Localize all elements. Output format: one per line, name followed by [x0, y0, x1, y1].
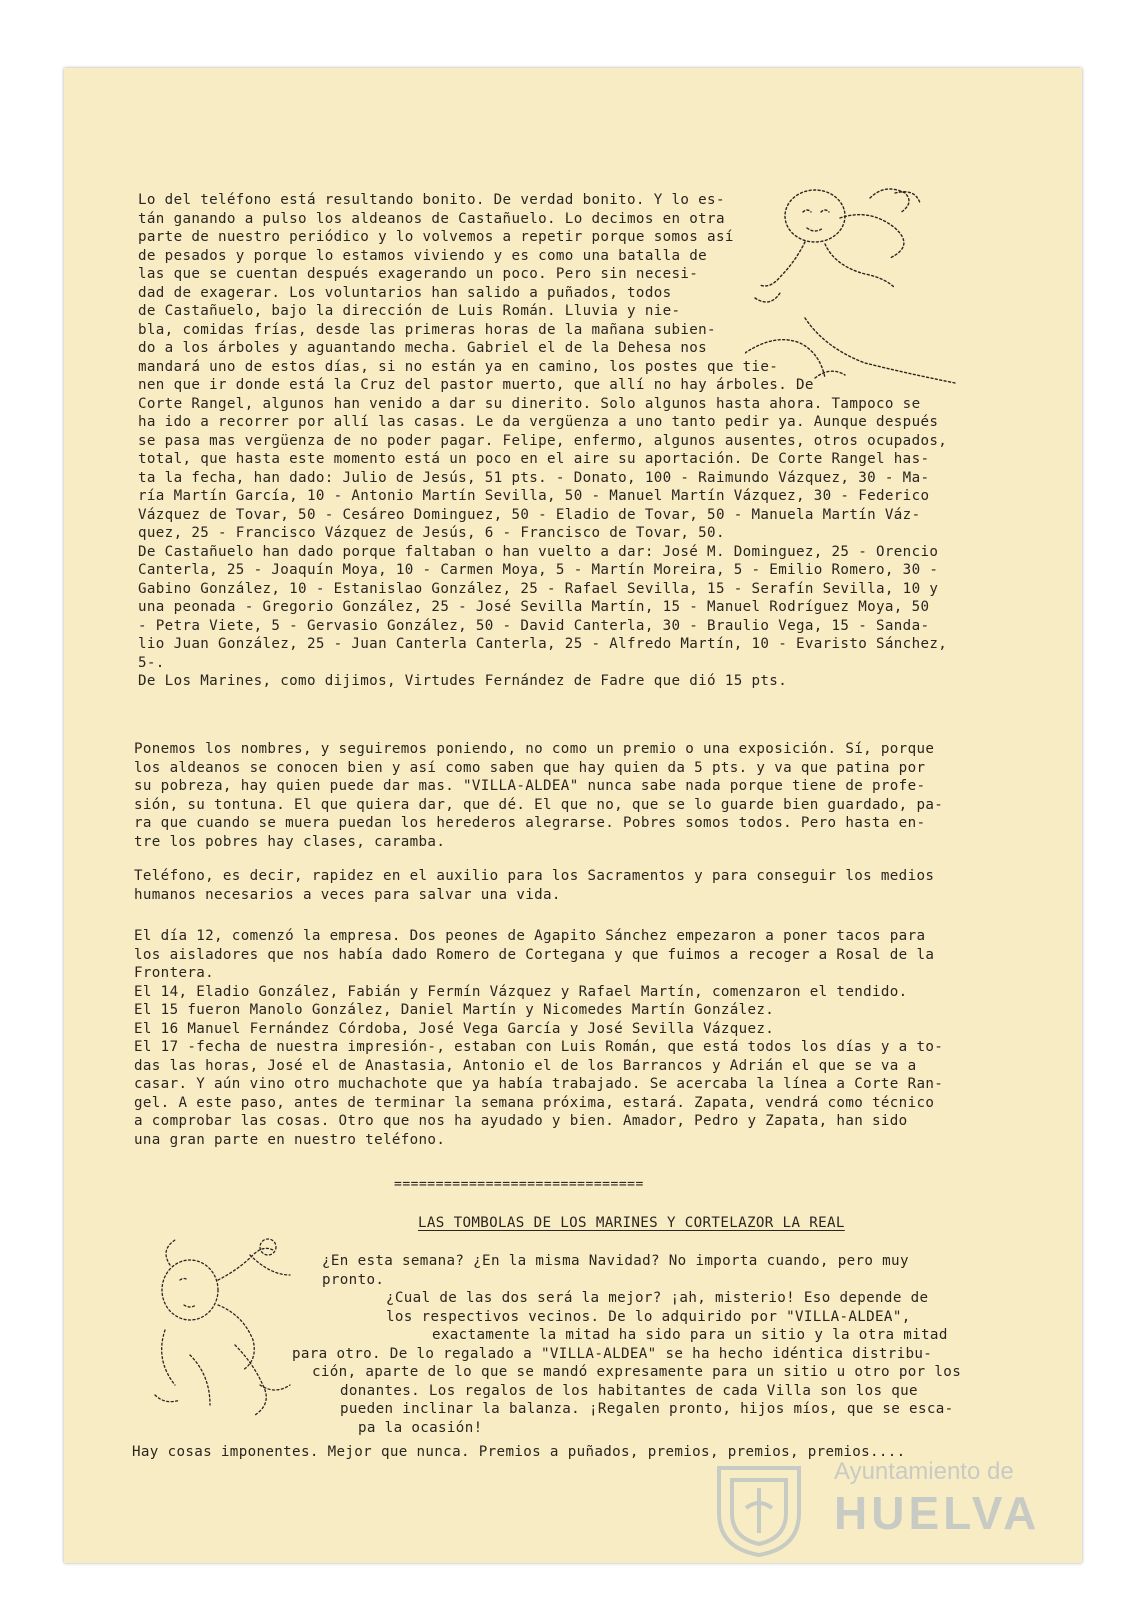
text-line: Frontera.: [134, 965, 215, 981]
text-line: de Castañuelo, bajo la dirección de Luis Román. Lluvia y nie-: [138, 303, 681, 319]
text-line: ría Martín García, 10 - Antonio Martín Sevilla, 50 - Manuel Martín Vázquez, 30 - Federico: [138, 488, 930, 504]
text-line: tán ganando a pulso los aldeanos de Castañuelo. Lo decimos en otra: [138, 210, 725, 227]
text-line: los aisladores que nos había dado Romero de Cortegana y que fuimos a recoger a Rosal de la: [134, 946, 935, 963]
text-line: ha ido a recorrer por allí las casas. Le da vergüenza a uno tanto pedir ya. Aunque después: [138, 414, 939, 430]
watermark-line1: Ayuntamiento de: [834, 1458, 1014, 1485]
text-line: a comprobar las cosas. Otro que nos ha ayudado y bien. Amador, Pedro y Zapata, han sido: [134, 1113, 908, 1129]
text-line: El 14, Eladio González, Fabián y Fermín Vázquez y Rafael Martín, comenzaron el tendido.: [134, 983, 908, 1000]
text-line: - Petra Viete, 5 - Gervasio González, 50 - David Canterla, 30 - Braulio Vega, 15 - Sanda-: [138, 617, 930, 634]
text-line: dad de exagerar. Los voluntarios han salido a puñados, todos: [138, 284, 672, 301]
text-line: los aldeanos se conocen bien y así como saben que hay quien da 5 pts. y va que patina por: [134, 759, 926, 776]
text-line: Gabino González, 10 - Estanislao González, 25 - Rafael Sevilla, 15 - Serafín Sevilla, 10 y: [138, 580, 939, 597]
text-line: quez, 25 - Francisco Vázquez de Jesús, 6 - Francisco de Tovar, 50.: [138, 525, 725, 541]
text-line: das las horas, José el de Anastasia, Antonio el de los Barrancos y Adrián el que se va a: [134, 1057, 917, 1074]
separator-rule: ==============================: [394, 1177, 644, 1192]
text-line: ¿Cual de las dos será la mejor? ¡ah, misterio! Eso depende de: [386, 1290, 929, 1306]
text-line: exactamente la mitad ha sido para un sitio y la otra mitad: [432, 1327, 948, 1343]
text-line: Lo del teléfono está resultando bonito. De verdad bonito. Y lo es-: [138, 192, 725, 208]
text-line: los respectivos vecinos. De lo adquirido por "VILLA-ALDEA",: [386, 1308, 911, 1325]
rapidez-paragraph: [134, 867, 934, 904]
text-line: do a los árboles y aguantando mecha. Gabriel el de la Dehesa nos: [138, 340, 708, 356]
text-line: El 15 fueron Manolo González, Daniel Martín y Nicomedes Martín González.: [134, 1002, 775, 1018]
text-line: tre los pobres hay clases, caramba.: [134, 833, 446, 850]
text-line: De Los Marines, como dijimos, Virtudes Fernández de Fadre que dió 15 pts.: [138, 673, 788, 689]
text-line: Vázquez de Tovar, 50 - Cesáreo Dominguez, 50 - Eladio de Tovar, 50 - Manuela Martín Váz-: [138, 506, 921, 523]
text-line: bla, comidas frías, desde las primeras horas de la mañana subien-: [138, 321, 716, 338]
text-line: ra que cuando se muera puedan los herederos alegrarse. Pobres somos todos. Pero hasta en-: [134, 815, 926, 831]
text-line: total, que hasta este momento está un poco en el aire su aportación. De Corte Rangel has-: [138, 451, 930, 467]
watermark-line2: HUELVA: [834, 1487, 1041, 1539]
text-line: de pesados y porque lo estamos viviendo y es como una batalla de: [138, 247, 708, 264]
text-line: se pasa mas vergüenza de no poder pagar. Felipe, enfermo, algunos ausentes, otros ocupados,: [138, 432, 948, 449]
text-line: su pobreza, hay quien puede dar mas. "VILLA-ALDEA" nunca sabe nada porque tiene de profe-: [134, 778, 926, 794]
ayuntamiento-huelva-watermark: [704, 1448, 1044, 1558]
text-line: 5-.: [138, 654, 165, 671]
obras-paragraph: [134, 927, 943, 1149]
text-line: nen que ir donde está la Cruz del pastor muerto, que allí no hay árboles. De: [138, 377, 814, 393]
text-line: El día 12, comenzó la empresa. Dos peones de Agapito Sánchez empezaron a poner tacos para: [134, 928, 926, 944]
text-line: las que se cuentan después exagerando un poco. Pero sin necesi-: [138, 266, 699, 282]
text-line: Canterla, 25 - Joaquín Moya, 10 - Carmen Moya, 5 - Martín Moreira, 5 - Emilio Romero, 30 -: [138, 562, 939, 578]
text-line: El 17 -fecha de nuestra impresión-, estaban con Luis Román, que está todos los días y a to-: [134, 1039, 944, 1055]
text-line: lio Juan González, 25 - Juan Canterla Canterla, 25 - Alfredo Martín, 10 - Evaristo Sánchez,: [138, 636, 948, 652]
coat-of-arms-icon: [704, 1448, 814, 1558]
closing-line: Hay cosas imponentes. Mejor que nunca. Premios a puñados, premios, premios, premios....: [132, 1444, 906, 1460]
text-line: pa la ocasión!: [358, 1419, 483, 1436]
nombres-paragraph: [134, 740, 943, 851]
telefono-paragraph: [138, 191, 947, 691]
text-line: ción, aparte de lo que se mandó expresamente para un sitio u otro por los: [312, 1364, 962, 1380]
text-line: Corte Rangel, algunos han venido a dar su dinerito. Solo algunos hasta ahora. Tampoco se: [138, 395, 921, 412]
text-line: parte de nuestro periódico y lo volvemos a repetir porque somos así: [138, 229, 734, 245]
text-line: casar. Y aún vino otro muchachote que ya había trabajado. Se acercaba la línea a Corte Ran-: [134, 1076, 944, 1092]
text-line: gel. A este paso, antes de terminar la semana próxima, estará. Zapata, vendrá como técnico: [134, 1094, 935, 1111]
text-line: para otro. De lo regalado a "VILLA-ALDEA" se ha hecho idéntica distribu-: [292, 1345, 933, 1362]
text-line: pronto.: [322, 1271, 385, 1288]
text-line: Ponemos los nombres, y seguiremos poniendo, no como un premio o una exposición. Sí, porque: [134, 741, 935, 757]
text-line: mandará uno de estos días, si no están ya en camino, los postes que tie-: [138, 358, 779, 375]
text-line: Teléfono, es decir, rapidez en el auxilio para los Sacramentos y para conseguir los medios: [134, 868, 935, 884]
tombolas-heading: LAS TOMBOLAS DE LOS MARINES Y CORTELAZOR LA REAL: [418, 1215, 845, 1231]
text-line: una peonada - Gregorio González, 25 - José Sevilla Martín, 15 - Manuel Rodríguez Moya, 50: [138, 599, 930, 615]
text-line: sión, su tontuna. El que quiera dar, que dé. El que no, que se lo guarde bien guardado, pa-: [134, 796, 944, 813]
text-line: una gran parte en nuestro teléfono.: [134, 1131, 446, 1148]
text-line: donantes. Los regalos de los habitantes de cada Villa son los que: [340, 1382, 918, 1399]
text-line: ta la fecha, han dado: Julio de Jesús, 51 pts. - Donato, 100 - Raimundo Vázquez, 30 - Ma-: [138, 469, 930, 486]
text-line: humanos necesarios a veces para salvar una vida.: [134, 886, 561, 903]
text-line: pueden inclinar la balanza. ¡Regalen pronto, hijos míos, que se esca-: [340, 1401, 954, 1417]
text-line: ¿En esta semana? ¿En la misma Navidad? No importa cuando, pero muy: [322, 1253, 909, 1269]
text-line: De Castañuelo han dado porque faltaban o han vuelto a dar: José M. Dominguez, 25 - Orencio: [138, 543, 939, 560]
text-line: El 16 Manuel Fernández Córdoba, José Vega García y José Sevilla Vázquez.: [134, 1020, 775, 1037]
cherub-sketch-bottom: [150, 1235, 310, 1425]
tombolas-paragraph: [292, 1252, 962, 1437]
